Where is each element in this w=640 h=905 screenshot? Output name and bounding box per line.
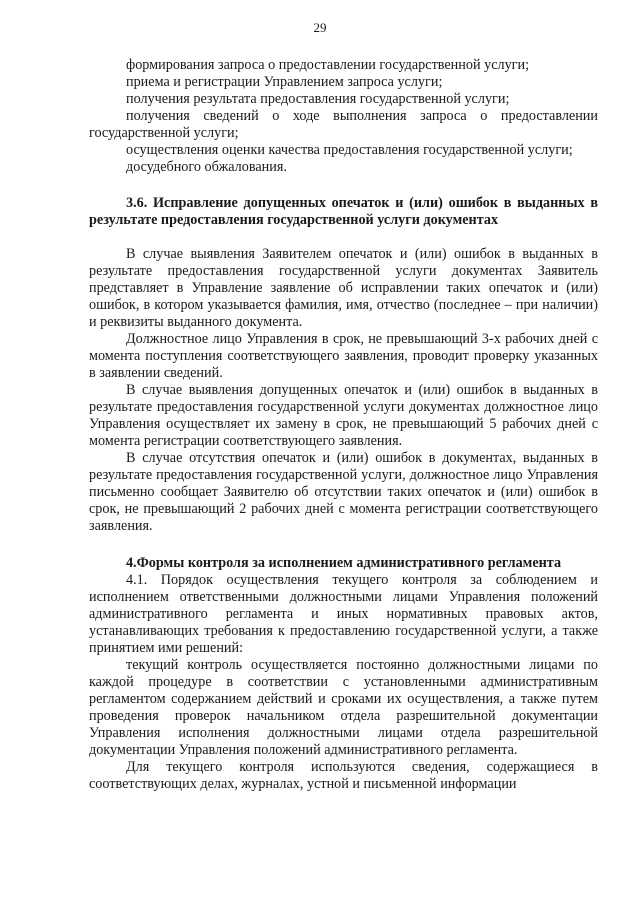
paragraph: В случае выявления допущенных опечаток и (или) ошибок в выданных в результате предоставления государственной услуги документах должностное лицо Управления осуществляет их замену в срок, не превышающий 5 рабочих дней с момента регистрации соответствующего заявления.	[89, 382, 598, 449]
paragraph: Должностное лицо Управления в срок, не превышающий 3-х рабочих дней с момента поступления соответствующего заявления, проводит проверку указанных в заявлении сведений.	[89, 331, 598, 381]
paragraph: текущий контроль осуществляется постоянно должностными лицами по каждой процедуре в соответствии с установленными административным регламентом содержанием действий и сроками их осуществления, а также путем проведения проверок начальником отдела разрешительной документации Управления исполнения должностными лицами отдела разрешительной документации Управления положений административного регламента.	[89, 657, 598, 758]
list-item: досудебного обжалования.	[126, 159, 287, 175]
section-4-heading: 4.Формы контроля за исполнением административного регламента	[125, 555, 562, 571]
paragraph: В случае отсутствия опечаток и (или) ошибок в документах, выданных в результате предоставления государственной услуги, должностное лицо Управления письменно сообщает Заявителю об отсутствии таких опечаток и (или) ошибок в срок, не превышающий 2 рабочих дней с момента регистрации соответствующего заявления.	[89, 450, 598, 534]
paragraph: В случае выявления Заявителем опечаток и (или) ошибок в выданных в результате предоставления государственной услуги документах Заявитель представляет в Управление заявление об исправлении таких опечаток и (или) ошибок, в котором указывается фамилия, имя, отчество (последнее – при наличии) и реквизиты выданного документа.	[89, 246, 598, 330]
paragraph: Для текущего контроля используются сведения, содержащиеся в соответствующих делах, журналах, устной и письменной информации	[89, 759, 598, 792]
section-3-6-body	[89, 246, 598, 535]
list-item: осуществления оценки качества предоставления государственной услуги;	[126, 142, 573, 158]
document-body	[89, 57, 598, 793]
section-3-6-heading: 3.6. Исправление допущенных опечаток и (или) ошибок в выданных в результате предоставления государственной услуги документах	[89, 195, 598, 228]
list-continuation	[89, 57, 598, 176]
paragraph: 4.1. Порядок осуществления текущего контроля за соблюдением и исполнением ответственными должностными лицами Управления положений административного регламента и иных нормативных правовых актов, устанавливающих требования к предоставлению государственной услуги, а также принятием ими решений:	[89, 572, 598, 656]
list-item: формирования запроса о предоставлении государственной услуги;	[126, 57, 530, 73]
list-item: получения сведений о ходе выполнения запроса о предоставлении государственной услуги;	[89, 108, 598, 141]
list-item: получения результата предоставления государственной услуги;	[126, 91, 510, 107]
page-number: 29	[313, 20, 327, 35]
section-4-body	[89, 572, 598, 793]
list-item: приема и регистрации Управлением запроса услуги;	[126, 74, 443, 90]
